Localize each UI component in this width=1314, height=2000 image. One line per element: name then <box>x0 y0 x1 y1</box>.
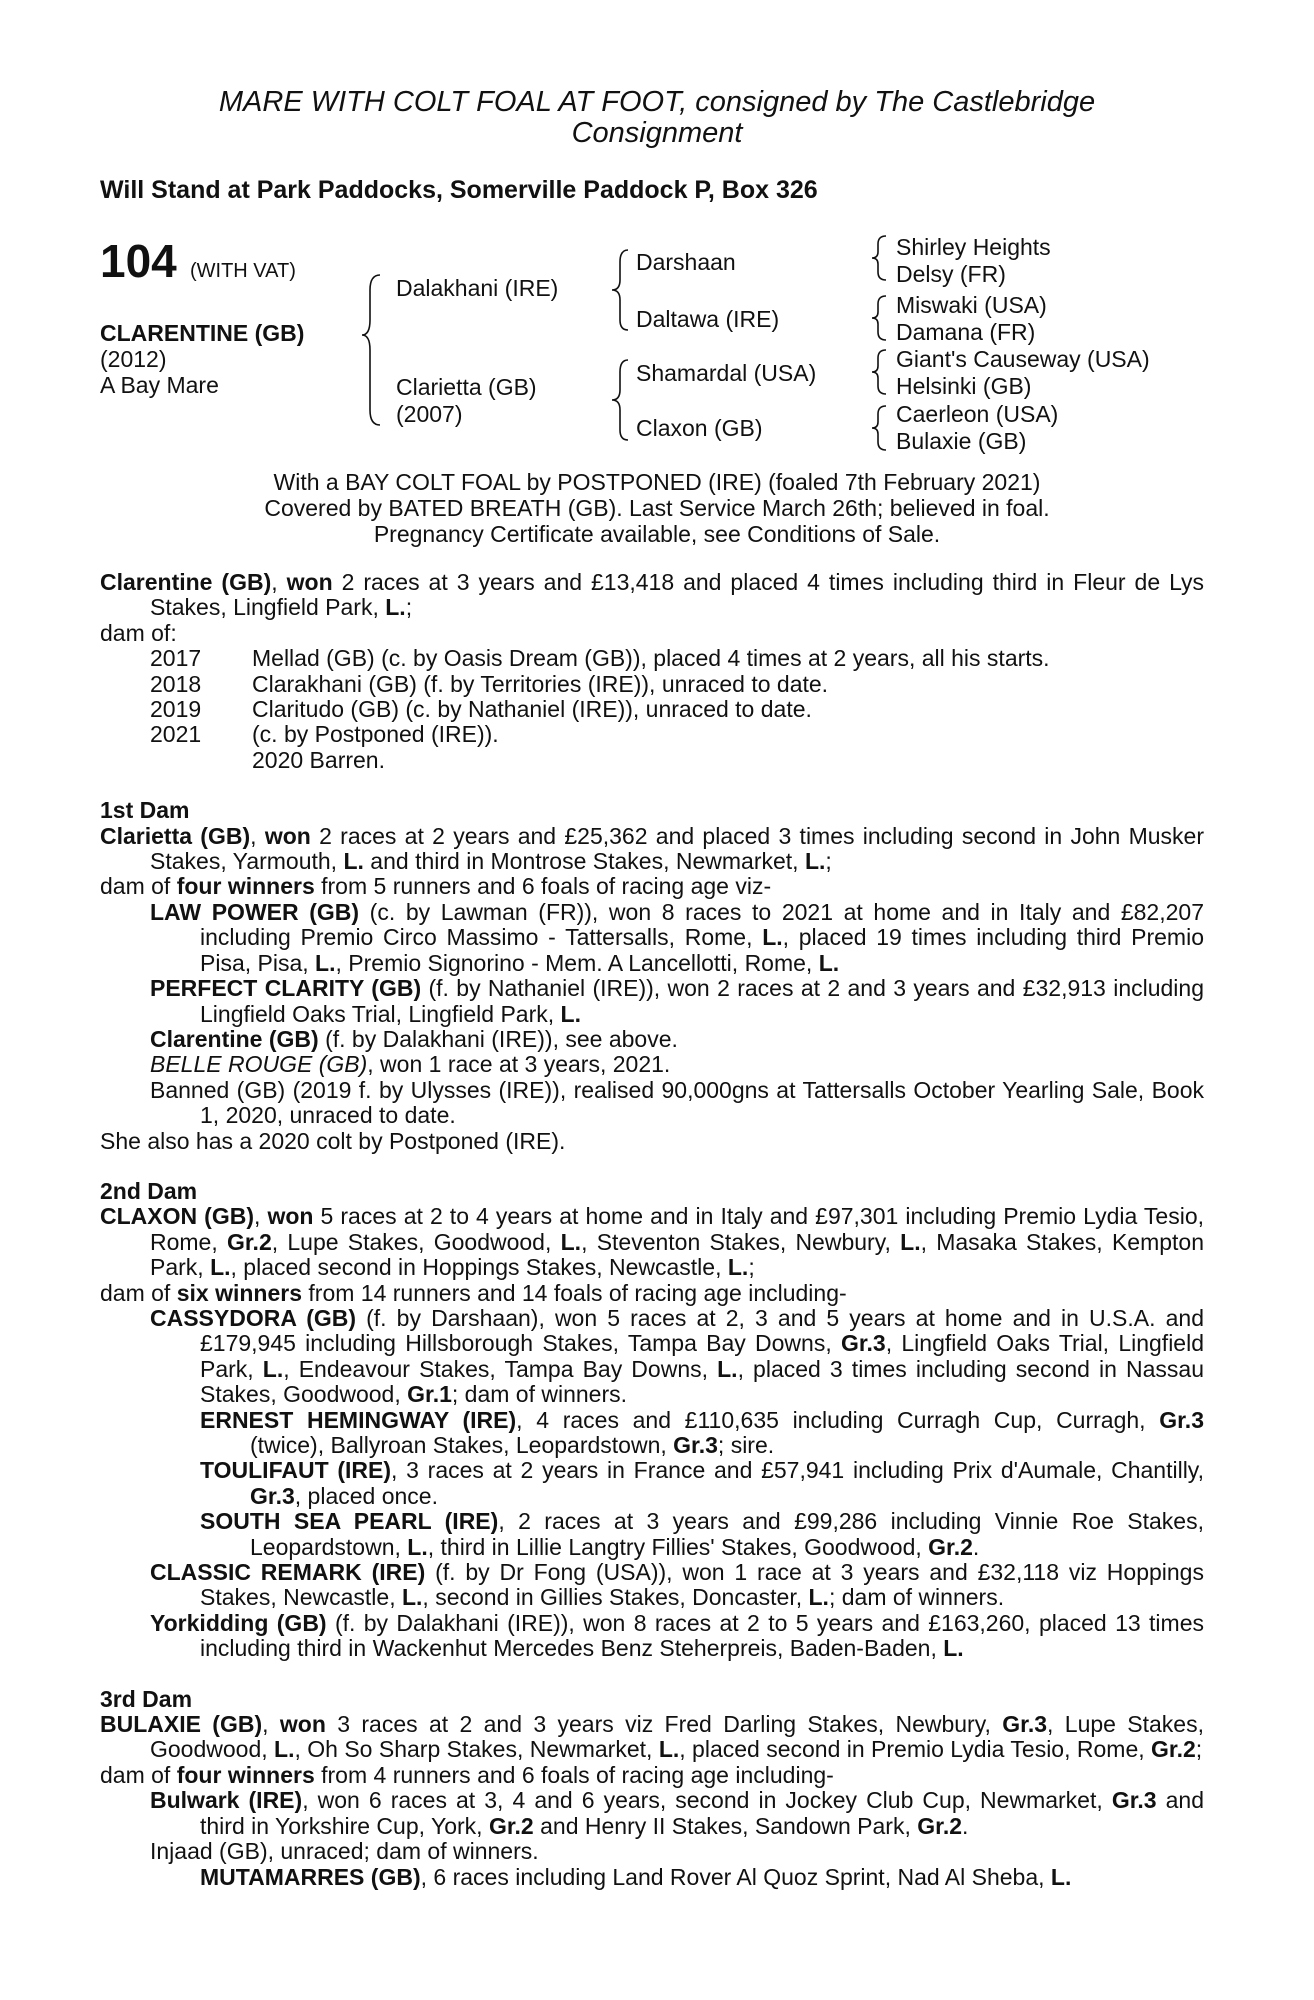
produce-row: 2018 Clarakhani (GB) (f. by Territories (IRE)), unraced to date. <box>150 670 829 697</box>
second-dam-produce-summary: dam of six winners from 14 runners and 14 foals of racing age including- <box>100 1279 847 1306</box>
cover-line1: With a BAY COLT FOAL by POSTPONED (IRE) (foaled 7th February 2021) <box>273 469 1041 495</box>
pedigree-dam-dam: Claxon (GB) <box>636 415 763 441</box>
lot-name: CLARENTINE (GB) <box>100 320 305 346</box>
mare-dam-of: dam of: <box>100 619 177 646</box>
first-dam-also: She also has a 2020 colt by Postponed (IRE). <box>100 1127 566 1154</box>
pedigree-gen4-5: Giant's Causeway (USA) <box>896 346 1150 372</box>
pedigree-gen4-4: Damana (FR) <box>896 319 1036 345</box>
produce-row: 2017 Mellad (GB) (c. by Oasis Dream (GB)), placed 4 times at 2 years, all his starts. <box>150 645 1050 672</box>
pedigree-gen4-8: Bulaxie (GB) <box>896 428 1027 454</box>
produce-entry-belle-rouge: BELLE ROUGE (GB), won 1 race at 3 years, 2021. <box>150 1051 671 1078</box>
produce-row: 2019 Claritudo (GB) (c. by Nathaniel (IRE)), unraced to date. <box>150 696 812 723</box>
pedigree-brackets <box>0 0 1314 460</box>
pedigree-gen4-7: Caerleon (USA) <box>896 401 1059 427</box>
mare-record: Clarentine (GB), won 2 races at 3 years and £13,418 and placed 4 times including third in Fleur de Lys Stakes, Lingfield Park, L.; <box>100 569 1205 621</box>
produce-row: 2021 (c. by Postponed (IRE)). <box>150 721 499 748</box>
pedigree-sire-dam: Daltawa (IRE) <box>636 306 780 332</box>
catalogue-header-line2: Consignment <box>571 117 743 149</box>
first-dam-produce-summary: dam of four winners from 5 runners and 6 foals of racing age viz- <box>100 873 772 900</box>
pedigree-dam-sire: Shamardal (USA) <box>636 360 817 386</box>
pedigree-gen4-3: Miswaki (USA) <box>896 292 1047 318</box>
produce-entry-ernest-hemingway: ERNEST HEMINGWAY (IRE), 4 races and £110,635 including Curragh Cup, Curragh, Gr.3 (twice), Ballyroan Stakes, Leopardstown, Gr.3; sire. <box>200 1406 1204 1458</box>
first-dam-record: Clarietta (GB), won 2 races at 2 years and £25,362 and placed 3 times including second in John Musker Stakes, Yarmouth, L. and third in Montrose Stakes, Newmarket, L.; <box>100 822 1205 875</box>
second-dam-heading: 2nd Dam <box>100 1177 198 1204</box>
pedigree-gen4-6: Helsinki (GB) <box>896 373 1032 399</box>
pedigree-gen4-1: Shirley Heights <box>896 234 1051 260</box>
second-dam-record: CLAXON (GB), won 5 races at 2 to 4 years at home and in Italy and £97,301 including Premio Lydia Tesio, Rome, Gr.2, Lupe Stakes, Goodwood, L., Steventon Stakes, Newbury, L., Masaka Stakes, Kempton Park, L., placed second in Hoppings Stakes, Newcastle, L.; <box>100 1203 1205 1281</box>
produce-entry-bulwark: Bulwark (IRE), won 6 races at 3, 4 and 6 years, second in Jockey Club Cup, Newmarket, Gr.3 and third in Yorkshire Cup, York, Gr.2 and Henry II Stakes, Sandown Park, Gr.2. <box>150 1787 1205 1839</box>
cover-line2: Covered by BATED BREATH (GB). Last Service March 26th; believed in foal. <box>264 495 1050 521</box>
produce-entry-clarentine: Clarentine (GB) (f. by Dalakhani (IRE)), see above. <box>150 1025 678 1052</box>
produce-entry-south-sea-pearl: SOUTH SEA PEARL (IRE), 2 races at 3 years and £99,286 including Vinnie Roe Stakes, Leopardstown, L., third in Lillie Langtry Fillies' Stakes, Goodwood, Gr.2. <box>200 1508 1204 1560</box>
pedigree-dam-year: (2007) <box>396 401 463 427</box>
lot-year: (2012) <box>100 346 167 372</box>
produce-entry-yorkidding: Yorkidding (GB) (f. by Dalakhani (IRE)), won 8 races at 2 to 5 years and £163,260, placed 13 times including third in Wackenhut Mercedes Benz Steherpreis, Baden-Baden, L. <box>150 1609 1204 1662</box>
lot-description: A Bay Mare <box>100 372 219 398</box>
cover-line3: Pregnancy Certificate available, see Conditions of Sale. <box>373 521 941 547</box>
vat-note: (WITH VAT) <box>190 260 296 282</box>
produce-entry-law-power: LAW POWER (GB) (c. by Lawman (FR)), won 8 races to 2021 at home and in Italy and £82,207 including Premio Circo Massimo - Tattersalls, Rome, L., placed 19 times including third Premio Pisa, Pisa, L., Premio Signorino - Mem. A Lancellotti, Rome, L. <box>150 898 1204 976</box>
produce-entry-cassydora: CASSYDORA (GB) (f. by Darshaan), won 5 races at 2, 3 and 5 years at home and in U.S.A. and £179,945 including Hillsborough Stakes, Tampa Bay Downs, Gr.3, Lingfield Oaks Trial, Lingfield Park, L., Endeavour Stakes, Tampa Bay Downs, L., placed 3 times including second in Nassau Stakes, Goodwood, Gr.1; dam of winners. <box>150 1304 1204 1408</box>
stand-location: Will Stand at Park Paddocks, Somerville Paddock P, Box 326 <box>100 176 818 204</box>
pedigree-sire: Dalakhani (IRE) <box>396 275 559 301</box>
produce-entry-injaad: Injaad (GB), unraced; dam of winners. <box>150 1838 539 1865</box>
produce-entry-mutamarres: MUTAMARRES (GB), 6 races including Land Rover Al Quoz Sprint, Nad Al Sheba, L. <box>200 1863 1072 1890</box>
first-dam-heading: 1st Dam <box>100 797 190 824</box>
catalogue-header-line1: MARE WITH COLT FOAL AT FOOT, consigned by The Castlebridge <box>218 86 1096 118</box>
produce-entry-perfect-clarity: PERFECT CLARITY (GB) (f. by Nathaniel (IRE)), won 2 races at 2 and 3 years and £32,913 including Lingfield Oaks Trial, Lingfield Park, L. <box>150 975 1204 1027</box>
third-dam-record: BULAXIE (GB), won 3 races at 2 and 3 years viz Fred Darling Stakes, Newbury, Gr.3, Lupe Stakes, Goodwood, L., Oh So Sharp Stakes, Newmarket, L., placed second in Premio Lydia Tesio, Rome, Gr.2; <box>100 1711 1204 1763</box>
produce-barren: 2020 Barren. <box>252 746 385 773</box>
catalogue-body <box>100 570 1204 1890</box>
produce-entry-banned: Banned (GB) (2019 f. by Ulysses (IRE)), realised 90,000gns at Tattersalls October Yearling Sale, Book 1, 2020, unraced to date. <box>150 1076 1204 1129</box>
third-dam-heading: 3rd Dam <box>100 1685 193 1712</box>
third-dam-produce-summary: dam of four winners from 4 runners and 6 foals of racing age including- <box>100 1761 834 1788</box>
produce-entry-toulifaut: TOULIFAUT (IRE), 3 races at 2 years in France and £57,941 including Prix d'Aumale, Chantilly, Gr.3, placed once. <box>200 1457 1204 1509</box>
pedigree-gen4-2: Delsy (FR) <box>896 261 1006 287</box>
pedigree-sire-sire: Darshaan <box>636 249 736 275</box>
lot-number: 104 <box>100 235 177 287</box>
produce-entry-classic-remark: CLASSIC REMARK (IRE) (f. by Dr Fong (USA)), won 1 race at 3 years and £32,118 viz Hoppings Stakes, Newcastle, L., second in Gillies Stakes, Doncaster, L.; dam of winners. <box>150 1559 1204 1611</box>
pedigree-dam: Clarietta (GB) <box>396 374 537 400</box>
